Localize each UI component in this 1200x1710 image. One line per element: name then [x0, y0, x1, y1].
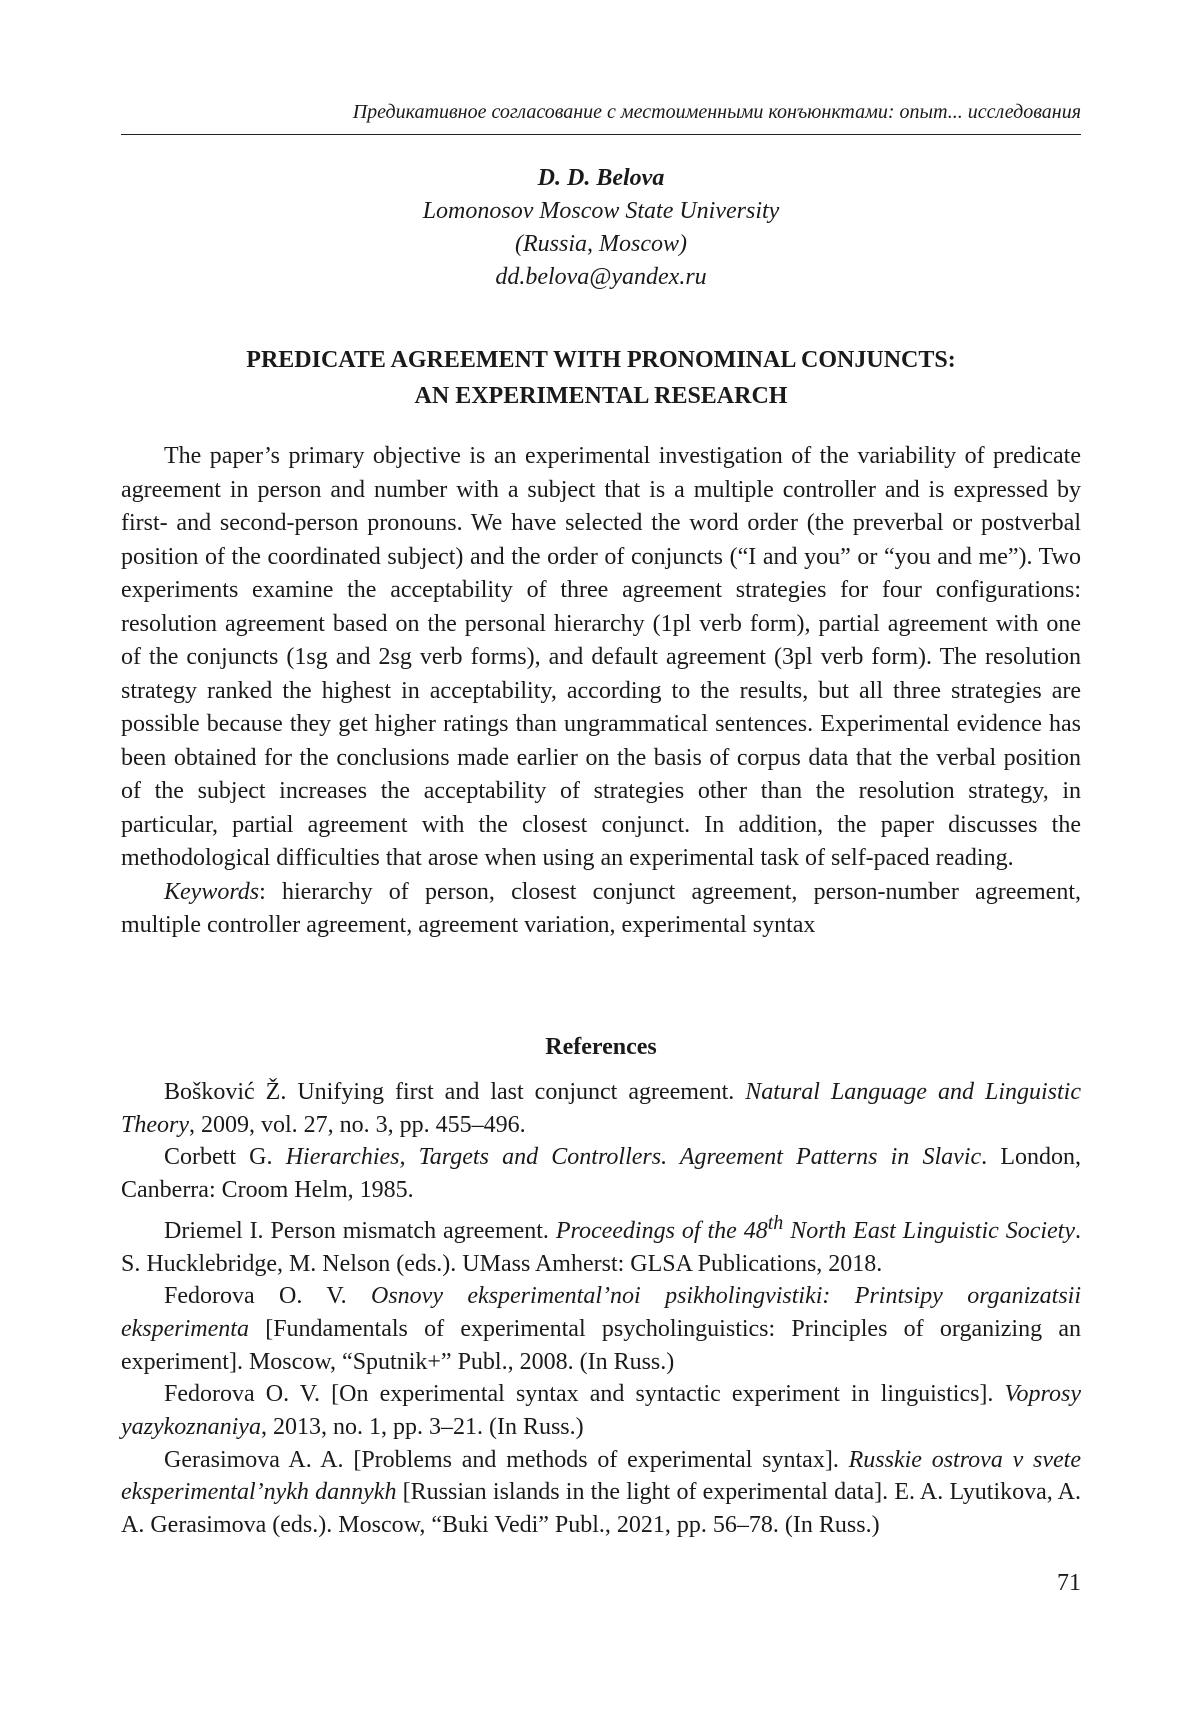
reference-plain: Fedorova O. V. [On experimental syntax and syntactic experiment in linguistics].: [164, 1381, 1005, 1408]
reference-rest: [Fundamentals of experimental psycholinguistics: Principles of organizing an experiment]. Moscow, “Sputnik+” Publ., 2008. (In Russ.): [121, 1315, 1081, 1375]
author-block: [121, 162, 1081, 294]
reference-plain: Gerasimova A. A. [Problems and methods of experimental syntax].: [164, 1446, 849, 1473]
reference-rest: [Russian islands in the light of experimental data]. E. A. Lyutikova, A. A. Gerasimova (eds.). Moscow, “Buki Vedi” Publ., 2021, pp. 56–78. (In Russ.): [121, 1479, 1081, 1539]
reference-rest: . London, Canberra: Croom Helm, 1985.: [121, 1144, 1081, 1204]
title-line-1: PREDICATE AGREEMENT WITH PRONOMINAL CONJUNCTS:: [246, 347, 956, 373]
reference-italic: Voprosy yazykoznaniya: [121, 1381, 1081, 1441]
references-heading: References: [545, 1034, 657, 1060]
reference-rest: , 2013, no. 1, pp. 3–21. (In Russ.): [260, 1414, 584, 1441]
author-name: D. D. Belova: [537, 165, 665, 191]
reference-plain: Fedorova O. V.: [164, 1283, 371, 1310]
reference-item: [121, 1280, 1081, 1378]
reference-plain: Driemel I. Person mismatch agreement.: [164, 1217, 556, 1244]
author-location: (Russia, Moscow): [515, 231, 687, 257]
reference-italic: Proceedings of the 48: [555, 1217, 768, 1244]
reference-item: [121, 1378, 1081, 1443]
reference-item: [121, 1076, 1081, 1141]
header-rule: [121, 134, 1081, 135]
reference-italic: Russkie ostrova v svete eksperimental’nykh dannykh: [121, 1446, 1082, 1506]
reference-italic: Natural Language and Linguistic Theory: [121, 1079, 1081, 1138]
reference-plain: Bošković Ž. Unifying first and last conjunct agreement.: [164, 1079, 746, 1105]
title-line-2: AN EXPERIMENTAL RESEARCH: [414, 383, 788, 409]
abstract-text: The paper’s primary objective is an experimental investigation of the variability of predicate agreement in person and number with a subject that is a multiple controller and is expressed by first- and second-person pronouns. We have selected the word order (the preverbal or postverbal position of the coordinated subject) and the order of conjuncts (“I and you” or “you and me”). Two experiments examine the acceptability of three agreement strategies for four configurations: resolution agreement based on the personal hierarchy (1pl verb form), partial agreement with one of the conjuncts (1sg and 2sg verb forms), and default agreement (3pl verb form). The resolution strategy ranked the highest in acceptability, according to the results, but all three strategies are possible because they get higher ratings than ungrammatical sentences. Experimental evidence has been obtained for the conclusions made earlier on the basis of corpus data that the verbal position of the subject increases the acceptability of strategies other than the resolution strategy, in particular, partial agreement with the closest conjunct. In addition, the paper discusses the methodological difficulties that arose when using an experimental task of self-paced reading.: [121, 443, 1081, 871]
keywords-text: : hierarchy of person, closest conjunct agreement, person-number agreement, multiple controller agreement, agreement variation, experimental syntax: [121, 878, 1081, 938]
author-affiliation: Lomonosov Moscow State University: [422, 198, 780, 224]
reference-item: [121, 1444, 1081, 1542]
reference-plain: Corbett G.: [164, 1144, 286, 1171]
references-list: [121, 1076, 1081, 1542]
reference-item: [121, 1207, 1081, 1280]
reference-rest: , 2009, vol. 27, no. 3, pp. 455–496.: [189, 1111, 526, 1138]
reference-rest: . S. Hucklebridge, M. Nelson (eds.). UMass Amherst: GLSA Publications, 2018.: [121, 1217, 1081, 1277]
reference-item: [121, 1141, 1081, 1206]
reference-italic: Osnovy eksperimental’noi psikholingvistiki: Printsipy organizatsii eksperimenta: [121, 1283, 1081, 1342]
reference-italic-2: North East Linguistic Society: [783, 1217, 1075, 1244]
running-header: Предикативное согласование с местоименными конъюнктами: опыт... исследования: [352, 101, 1081, 123]
reference-italic: Hierarchies, Targets and Controllers. Agreement Patterns in Slavic: [285, 1144, 982, 1171]
abstract: [121, 440, 1081, 943]
author-email: dd.belova@yandex.ru: [495, 264, 707, 290]
reference-superscript: th: [767, 1211, 784, 1234]
page-number: 71: [1057, 1570, 1081, 1596]
keywords: [121, 876, 1081, 943]
paper-title: [121, 342, 1081, 414]
keywords-label: Keywords: [164, 878, 260, 905]
